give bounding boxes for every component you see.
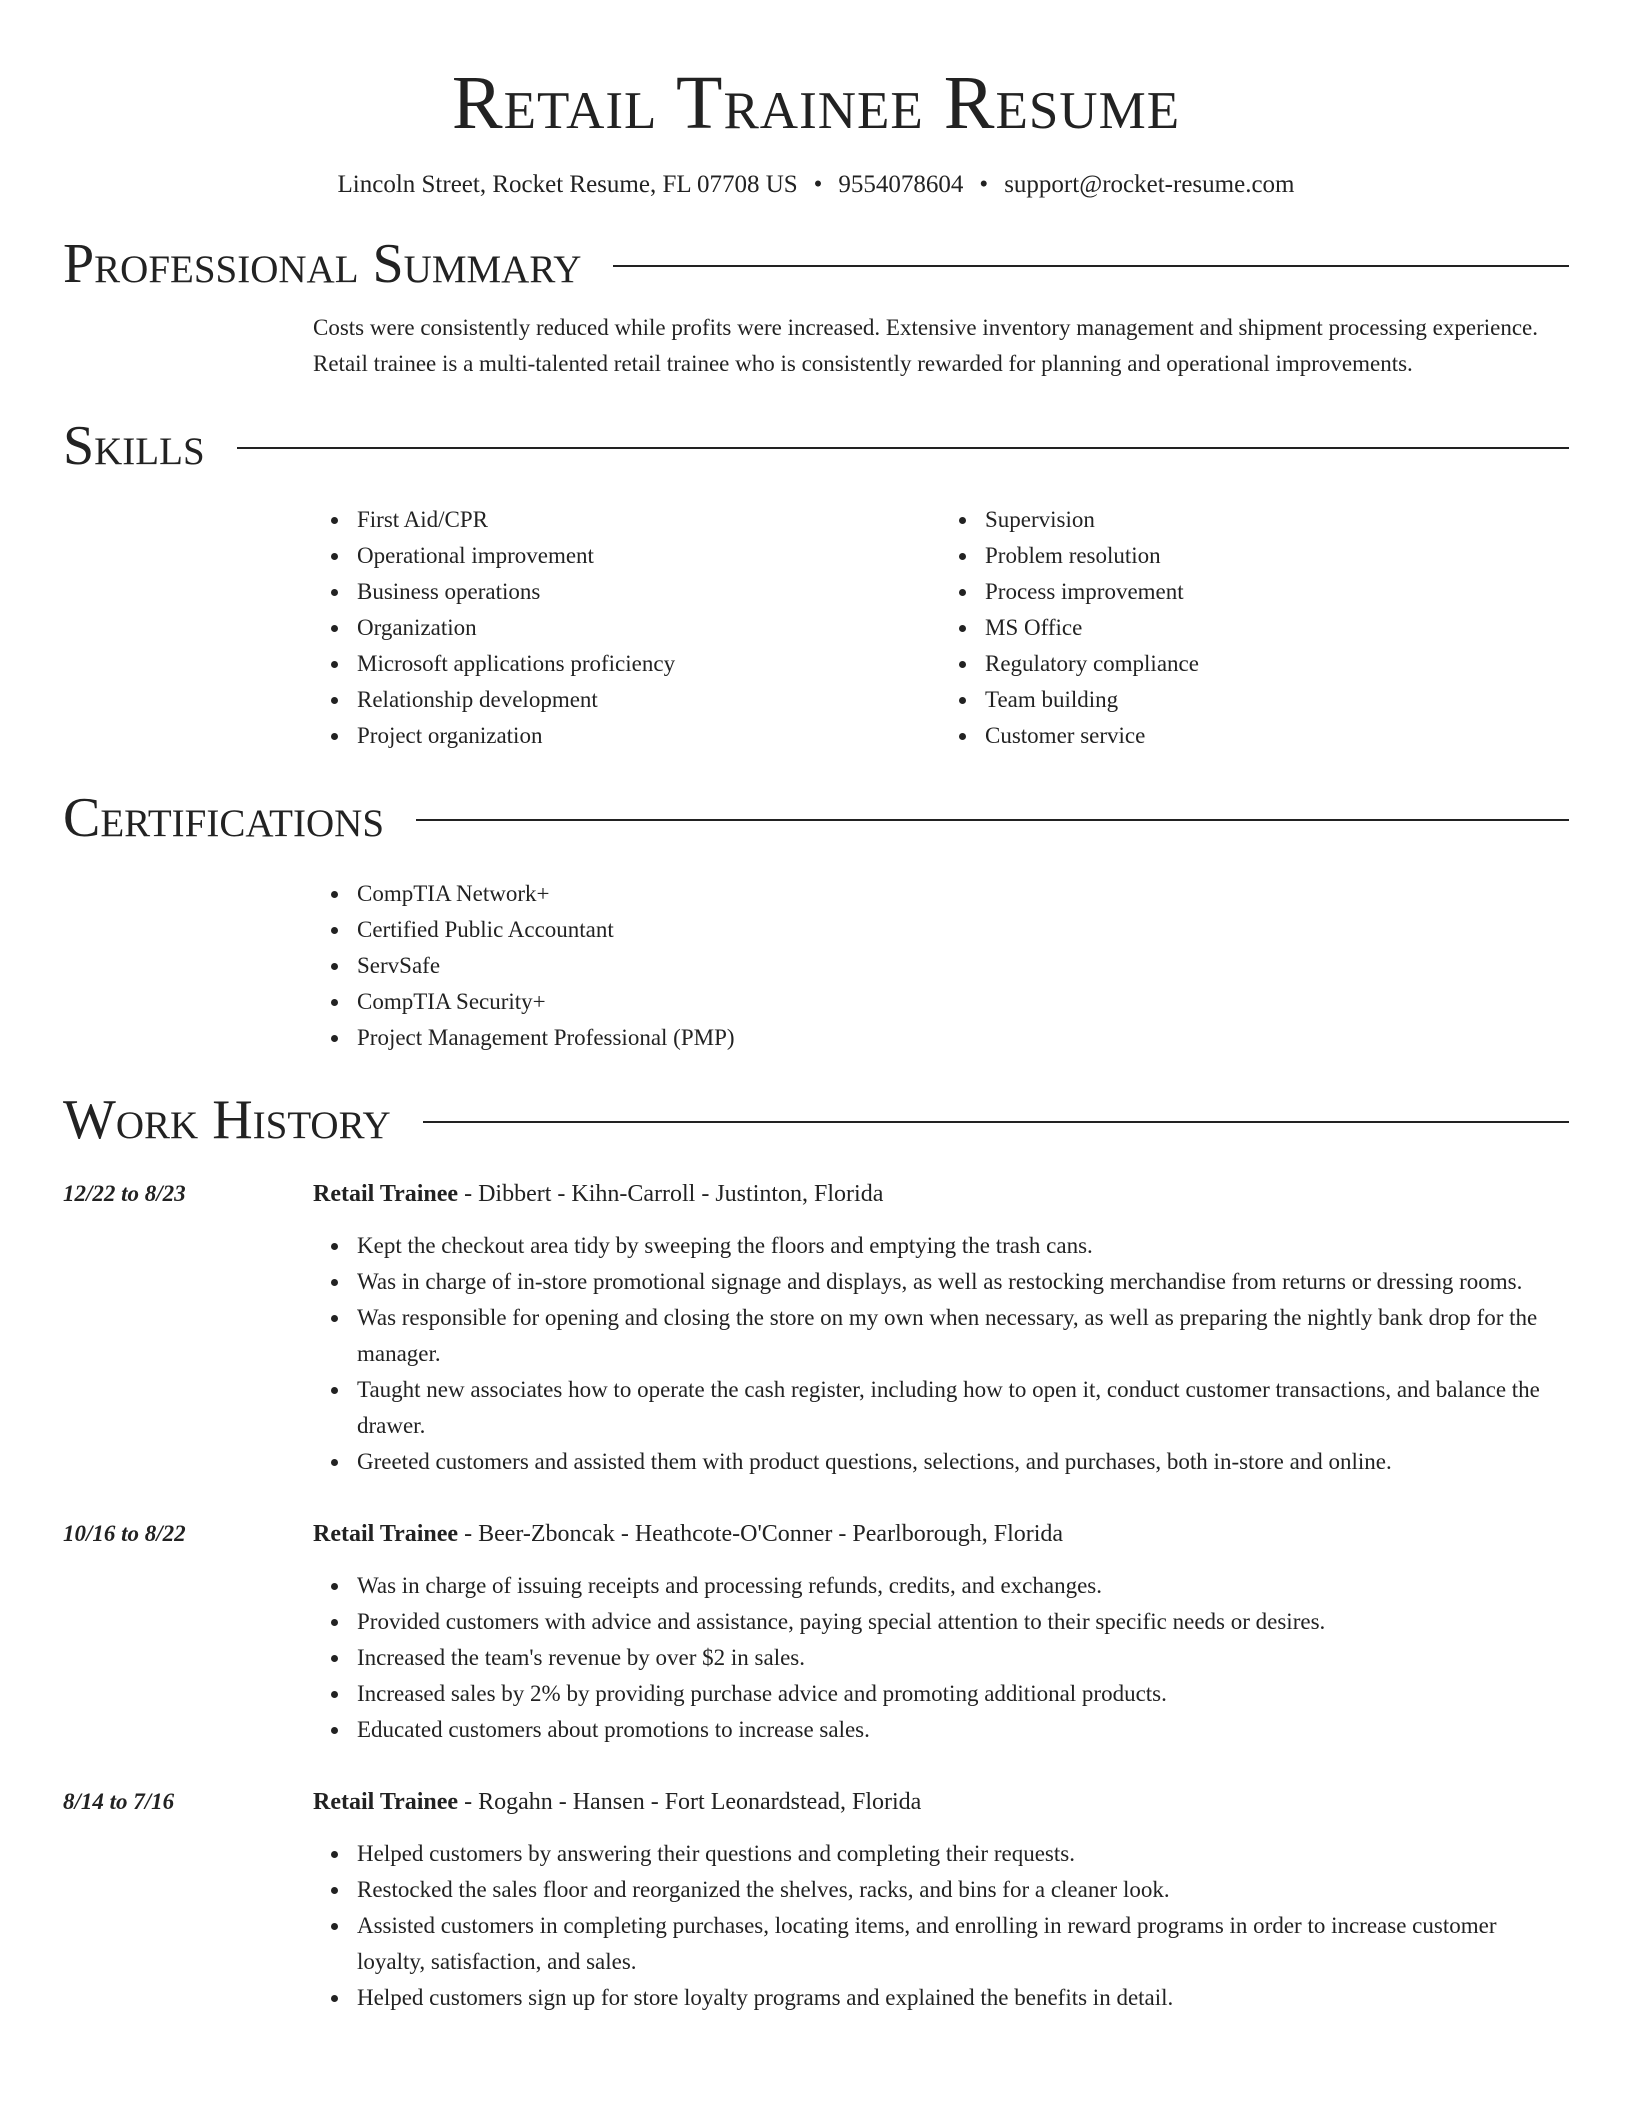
section-divider [613,265,1569,267]
job-bullet: Increased the team's revenue by over $2 in sales. [357,1640,1569,1676]
resume-title: Retail Trainee Resume [451,61,1181,145]
job-bullet: Taught new associates how to operate the cash register, including how to open it, conduct customer transactions, and balance the drawer. [357,1372,1569,1444]
job-bullet: Assisted customers in completing purchases, locating items, and enrolling in reward programs in order to increase customer loyalty, satisfaction, and sales. [357,1908,1569,1980]
job-heading [313,1176,1569,1212]
skill-item: Organization [357,610,941,646]
job-dates: 10/16 to 8/22 [63,1521,186,1546]
job-employer-location: - Rogahn - Hansen - Fort Leonardstead, Florida [458,1789,922,1815]
job-dates: 8/14 to 7/16 [63,1789,175,1814]
section-title-certifications: Certifications [63,787,385,849]
job-heading [313,1784,1569,1820]
section-header-certifications [63,786,1569,850]
skill-item: Regulatory compliance [985,646,1569,682]
skill-item: Relationship development [357,682,941,718]
job-bullet: Was in charge of issuing receipts and processing refunds, credits, and exchanges. [357,1568,1569,1604]
job-bullet: Was in charge of in-store promotional signage and displays, as well as restocking merchandise from returns or dressing rooms. [357,1264,1569,1300]
job-dates: 12/22 to 8/23 [63,1181,186,1206]
skill-item: MS Office [985,610,1569,646]
job-bullet: Helped customers by answering their questions and completing their requests. [357,1836,1569,1872]
skill-item: Project organization [357,718,941,754]
section-header-skills [63,414,1569,478]
section-divider [423,1121,1569,1123]
job-bullet: Increased sales by 2% by providing purchase advice and promoting additional products. [357,1676,1569,1712]
job-bullets [313,1836,1569,2016]
skill-item: Business operations [357,574,941,610]
contact-separator: • [979,171,989,198]
job-heading [313,1516,1569,1552]
job-title: Retail Trainee [313,1789,459,1815]
summary-text: Costs were consistently reduced while profits were increased. Extensive inventory management and shipment processing experience. Retail trainee is a multi-talented retail trainee who is consistently rewarded for planning and operational improvements. [313,315,1538,376]
job-employer-location: - Dibbert - Kihn-Carroll - Justinton, Florida [458,1181,884,1207]
skill-item: Supervision [985,502,1569,538]
job-body [313,1516,1569,1748]
contact-phone: 9554078604 [838,171,964,198]
skill-item: Process improvement [985,574,1569,610]
skills-column-left [313,502,941,754]
skill-item: Team building [985,682,1569,718]
job-entry [63,1516,1569,1748]
section-title-skills: Skills [63,415,205,477]
skills-column-right [941,502,1569,754]
skill-item: Customer service [985,718,1569,754]
job-bullet: Kept the checkout area tidy by sweeping the floors and emptying the trash cans. [357,1228,1569,1264]
skill-item: First Aid/CPR [357,502,941,538]
job-bullet: Helped customers sign up for store loyalty programs and explained the benefits in detail. [357,1980,1569,2016]
skill-item: Problem resolution [985,538,1569,574]
job-bullet: Was responsible for opening and closing the store on my own when necessary, as well as preparing the nightly bank drop for the manager. [357,1300,1569,1372]
certification-item: Certified Public Accountant [357,912,1569,948]
contact-line [63,170,1569,200]
certification-item: CompTIA Network+ [357,876,1569,912]
certification-item: ServSafe [357,948,1569,984]
job-bullet: Provided customers with advice and assistance, paying special attention to their specific needs or desires. [357,1604,1569,1640]
section-title-work-history: Work History [63,1089,391,1151]
contact-address: Lincoln Street, Rocket Resume, FL 07708 US [337,171,798,198]
job-bullet: Restocked the sales floor and reorganized the shelves, racks, and bins for a cleaner look. [357,1872,1569,1908]
job-bullets [313,1568,1569,1748]
contact-email: support@rocket-resume.com [1004,171,1295,198]
certification-item: CompTIA Security+ [357,984,1569,1020]
section-divider [237,447,1569,449]
job-employer-location: - Beer-Zboncak - Heathcote-O'Conner - Pearlborough, Florida [458,1521,1064,1547]
job-entry [63,1784,1569,2016]
section-header-work-history [63,1088,1569,1152]
job-bullet: Educated customers about promotions to increase sales. [357,1712,1569,1748]
skills-list [313,502,1569,754]
job-bullet: Greeted customers and assisted them with product questions, selections, and purchases, both in-store and online. [357,1444,1569,1480]
job-body [313,1176,1569,1480]
job-title: Retail Trainee [313,1181,459,1207]
section-divider [416,819,1569,821]
job-title: Retail Trainee [313,1521,459,1547]
skill-item: Microsoft applications proficiency [357,646,941,682]
skill-item: Operational improvement [357,538,941,574]
contact-separator: • [813,171,823,198]
section-header-summary [63,232,1569,296]
certifications-list [313,876,1569,1056]
certification-item: Project Management Professional (PMP) [357,1020,1569,1056]
section-title-summary: Professional Summary [63,233,582,295]
job-bullets [313,1228,1569,1480]
job-entry [63,1176,1569,1480]
job-body [313,1784,1569,2016]
certifications-bullets [313,876,1569,1056]
